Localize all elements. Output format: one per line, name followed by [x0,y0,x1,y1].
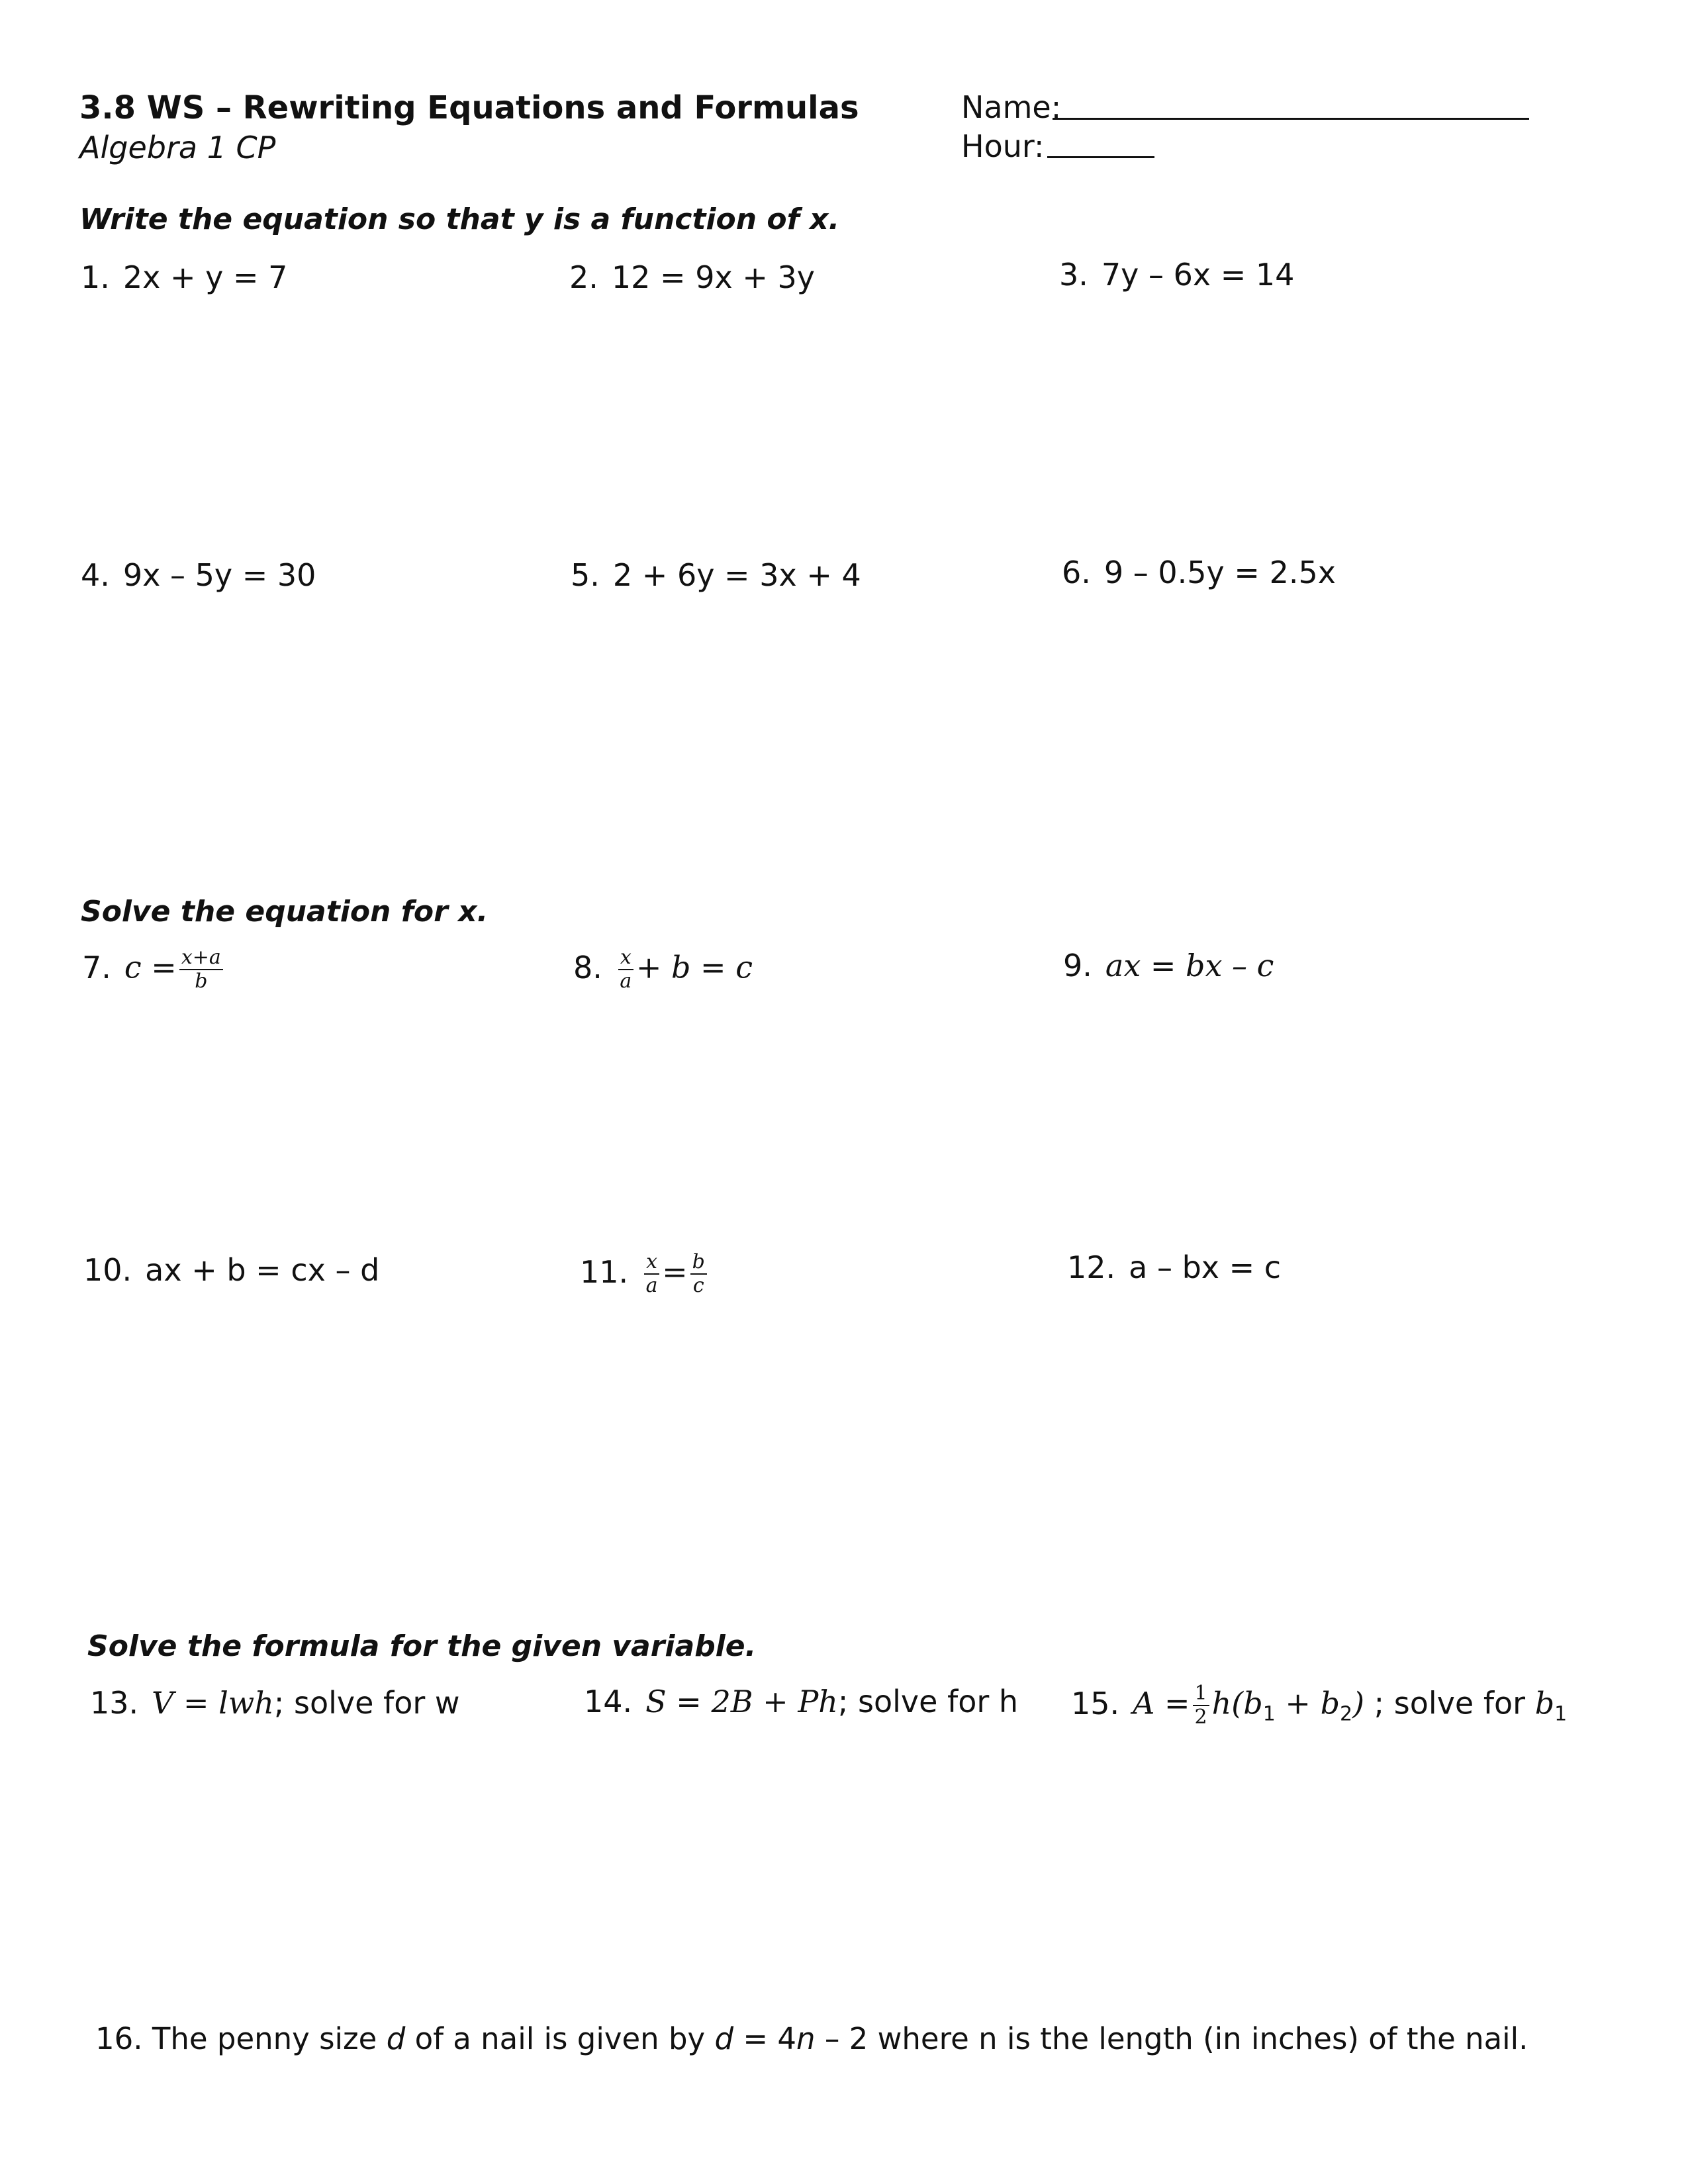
fraction [644,1252,659,1296]
problem-5 [571,557,861,593]
problem-number: 14. [584,1684,633,1719]
word-problem-text: – 2 where n is the length (in inches) of the nail. [815,2021,1528,2056]
formula-close: ) [1352,1685,1365,1721]
fraction-denominator: a [620,970,632,993]
problem-equation: ax + b = cx – d [145,1252,380,1288]
problem-number: 6. [1062,555,1091,590]
problem-13 [90,1685,460,1721]
equals-sign: = [662,1253,688,1290]
problem-number: 1. [81,259,110,295]
problem-11 [580,1252,710,1296]
formula-h: h [1211,1685,1232,1721]
problem-number: 16. [95,2021,143,2056]
fraction-numerator: x+a [179,948,223,970]
word-problem-text: = 4 [733,2021,797,2056]
name-field-line[interactable] [1053,118,1529,120]
problem-instruction: ; solve for w [273,1685,460,1721]
fraction [690,1252,707,1296]
problem-1 [81,259,287,295]
problem-number: 7. [82,949,111,985]
problem-number: 9. [1063,948,1092,983]
problem-2 [569,259,815,295]
problem-equation: 2x + y = 7 [122,259,288,295]
section-3-heading: Solve the formula for the given variable. [87,1629,757,1663]
problem-number: 5. [571,557,600,593]
fraction-denominator: 2 [1194,1706,1207,1729]
problem-4 [81,557,316,593]
fraction-denominator: b [195,970,208,993]
word-problem-text: of a nail is given by [405,2021,715,2056]
hour-label: Hour: [961,128,1045,164]
problem-number: 8. [573,949,602,985]
problem-formula: S = 2B + Ph [645,1684,838,1719]
problem-9 [1063,948,1274,983]
problem-instruction: ; solve for [1364,1685,1535,1721]
problem-equation: 2 + 6y = 3x + 4 [612,557,861,593]
problem-equation: 9x – 5y = 30 [122,557,316,593]
fraction-numerator: b [690,1252,707,1275]
problem-lhs: A = [1133,1685,1190,1721]
name-label: Name: [961,89,1062,125]
fraction [179,948,223,991]
problem-6 [1062,555,1336,590]
fraction-denominator: a [645,1274,658,1297]
hour-field-line[interactable] [1047,156,1154,158]
subscript: 2 [1340,1702,1353,1726]
fraction-denominator: c [692,1274,704,1297]
problem-10 [83,1252,379,1288]
problem-number: 12. [1067,1250,1116,1285]
variable-d: d [714,2021,734,2056]
problem-15 [1071,1684,1567,1727]
problem-14 [584,1684,1018,1719]
word-problem-text: The penny size [152,2021,387,2056]
problem-equation: 7y – 6x = 14 [1101,257,1295,293]
problem-number: 3. [1059,257,1088,293]
formula-open: (b [1231,1685,1263,1721]
section-1-heading: Write the equation so that y is a function of x. [79,203,840,236]
variable-d: d [386,2021,406,2056]
problem-16 [95,2021,1528,2056]
problem-equation: ax = bx – c [1105,948,1274,983]
fraction-numerator: 1 [1193,1684,1209,1706]
problem-7 [82,948,226,991]
problem-rhs: + b = c [635,949,753,985]
problem-number: 4. [81,557,110,593]
problem-number: 2. [569,259,598,295]
variable-n: n [796,2021,816,2056]
problem-12 [1067,1250,1281,1285]
problem-lhs: c = [124,949,177,985]
subscript: 1 [1262,1702,1276,1726]
fraction [618,948,633,991]
problem-number: 10. [83,1252,132,1288]
fraction-numerator: x [618,948,633,970]
subscript: 1 [1554,1702,1568,1726]
problem-number: 13. [90,1685,139,1721]
fraction [1193,1684,1209,1727]
worksheet-title: 3.8 WS – Rewriting Equations and Formulas [79,89,859,126]
problem-number: 11. [580,1253,629,1290]
section-2-heading: Solve the equation for x. [81,895,489,929]
problem-instruction: ; solve for h [837,1684,1019,1719]
problem-number: 15. [1071,1685,1120,1721]
problem-equation: 9 – 0.5y = 2.5x [1103,555,1336,590]
solve-variable: b [1534,1685,1555,1721]
problem-8 [573,948,753,991]
problem-equation: 12 = 9x + 3y [611,259,815,295]
fraction-numerator: x [644,1252,659,1275]
formula-plus: + b [1275,1685,1340,1721]
problem-equation: a – bx = c [1129,1250,1282,1285]
problem-formula: V = lwh [152,1685,274,1721]
problem-3 [1059,257,1294,293]
course-subtitle: Algebra 1 CP [79,130,276,165]
